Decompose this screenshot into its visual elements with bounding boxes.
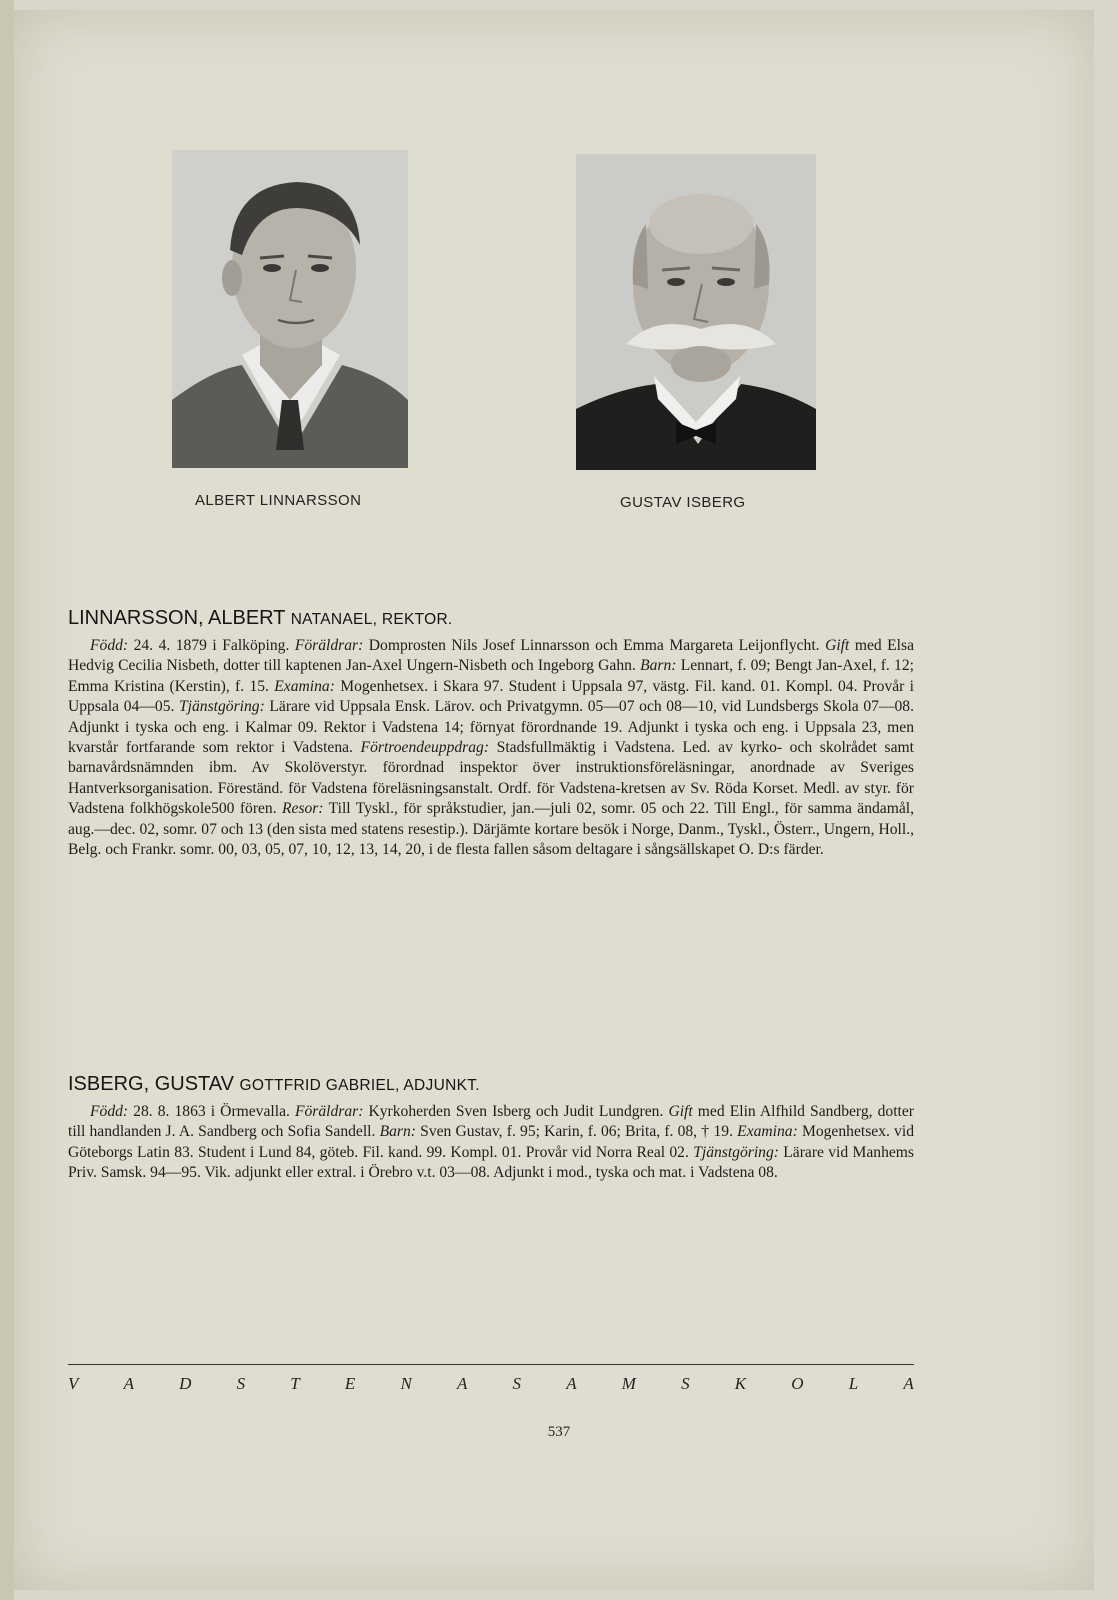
segment-label: Född: bbox=[90, 1103, 129, 1120]
segment-label: Resor: bbox=[282, 800, 324, 818]
footer-letter: S bbox=[512, 1374, 522, 1393]
portrait-gustav-isberg bbox=[576, 154, 816, 470]
segment-label: Examina: bbox=[274, 677, 335, 695]
segment-text: Lärare vid Uppsala Ensk. Lärov. och Privatgymn. 05—07 och 08—10, vid Lundsbergs Skola 07—08. Adjunkt i tyska och eng. i Kalmar 09. Rektor i Vadstena 14; förnyat förordnande 19. Adjunkt i tyska och eng. i Uppsala 23, men kvarstår fortfarande som rektor i Vadstena. bbox=[68, 698, 914, 757]
segment-text: Kyrkoherden Sven Isberg och Judit Lundgren. bbox=[363, 1103, 669, 1120]
footer-letter: K bbox=[734, 1374, 747, 1393]
segment-text: Sven Gustav, f. 95; Karin, f. 06; Brita, f. 08, † 19. bbox=[415, 1123, 738, 1141]
segment-label: Född: bbox=[90, 637, 129, 654]
segment-text: Till Tyskl., för språkstudier, jan.—juli 02, somr. 05 och 22. Till Engl., för samma ändamål, aug.—dec. 02, somr. 07 och 13 (den sista med statens resestip.). Därjämte kortare besök i Norge, Danm., Tyskl., Österr., Ungern, Holl., Belg. och Frankr. somr. 00, 03, 05, 07, 10, 12, 13, 14, 20, i de flesta fallen såsom deltagare i sångsällskapet O. D:s färder. bbox=[68, 800, 914, 859]
footer-title bbox=[68, 1374, 914, 1394]
segment-label: Gift bbox=[668, 1103, 693, 1120]
entry-name: ISBERG, GUSTAV bbox=[68, 1073, 234, 1095]
footer-letter: A bbox=[903, 1374, 914, 1393]
caption-right: GUSTAV ISBERG bbox=[620, 494, 746, 511]
segment-text: Domprosten Nils Josef Linnarsson och Emma Margareta Leijonflycht. bbox=[363, 637, 826, 654]
segment-text: med Elsa Hedvig Cecilia Nisbeth, dotter till kaptenen Jan-Axel Ungern-Nisbeth och Ingeborg Gahn. bbox=[68, 637, 915, 675]
footer-letter: T bbox=[290, 1374, 300, 1393]
footer-letter: A bbox=[456, 1374, 468, 1393]
segment-text: Stadsfullmäktig i Vadstena. Led. av kyrko- och skolrådet samt barnavårdsnämnden ibm. Av Skolöverstyr. förordnad inspektor över instruktionsföreläsningar, anordnade av Sveriges Hantverksorganisation. Föreständ. för Vadstena föreläsningsanstalt. Ordf. för Vadstena-kretsen av Sv. Röda Korset. Medl. av styr. för Vadstena folkhögskole500 fören. bbox=[68, 739, 914, 818]
footer-rule bbox=[68, 1364, 914, 1365]
segment-label: Föräldrar: bbox=[294, 637, 364, 654]
segment-text: Lärare vid Manhems Priv. Samsk. 94—95. Vik. adjunkt eller extral. i Örebro v.t. 03—08. Adjunkt i mod., tyska och mat. i Vadstena 08. bbox=[68, 1143, 915, 1182]
page-number: 537 bbox=[547, 1424, 571, 1440]
footer-letter: V bbox=[68, 1374, 79, 1393]
entry-heading-linnarsson bbox=[68, 607, 453, 630]
segment-label: Barn: bbox=[379, 1123, 416, 1141]
segment-label: Gift bbox=[825, 637, 850, 654]
footer-letter: S bbox=[236, 1374, 246, 1393]
segment-text: Mogenhetsex. vid Göteborgs Latin 83. Student i Lund 84, göteb. Fil. kand. 99. Kompl. 01. Provår vid Norra Real 02. bbox=[68, 1123, 914, 1161]
segment-text: Lennart, f. 09; Bengt Jan-Axel, f. 12; Emma Kristina (Kerstin), f. 15. bbox=[68, 657, 914, 695]
entry-body-linnarsson bbox=[68, 636, 914, 860]
caption-left: ALBERT LINNARSSON bbox=[195, 492, 362, 509]
footer-letter: S bbox=[681, 1374, 690, 1393]
segment-text: med Elin Alfhild Sandberg, dotter till handlanden J. A. Sandberg och Sofia Sandell. bbox=[68, 1103, 914, 1141]
footer-letter: D bbox=[179, 1374, 192, 1393]
segment-text: 24. 4. 1879 i Falköping. bbox=[128, 637, 295, 654]
segment-label: Tjänstgöring: bbox=[693, 1143, 779, 1161]
footer-letter: L bbox=[848, 1374, 859, 1393]
segment-label: Tjänstgöring: bbox=[179, 698, 265, 716]
segment-label: Föräldrar: bbox=[294, 1103, 364, 1120]
segment-label: Examina: bbox=[737, 1123, 798, 1141]
entry-name-rest: NATANAEL, REKTOR. bbox=[290, 611, 453, 628]
entry-name-rest: GOTTFRID GABRIEL, ADJUNKT. bbox=[239, 1077, 480, 1094]
segment-text: Mogenhetsex. i Skara 97. Student i Uppsala 97, västg. Fil. kand. 01. Kompl. 04. Provår i Uppsala 04—05. bbox=[68, 677, 914, 716]
footer-letter: A bbox=[123, 1374, 134, 1393]
entry-name: LINNARSSON, ALBERT bbox=[68, 607, 286, 629]
entry-body-isberg bbox=[68, 1102, 914, 1184]
segment-text: 28. 8. 1863 i Örmevalla. bbox=[128, 1103, 295, 1120]
segment-label: Barn: bbox=[640, 657, 677, 675]
portrait-albert-linnarsson bbox=[172, 150, 408, 468]
footer-letter: A bbox=[566, 1374, 577, 1393]
footer-letter: M bbox=[621, 1374, 636, 1393]
footer-letter: N bbox=[400, 1374, 412, 1393]
segment-label: Förtroendeuppdrag: bbox=[360, 739, 490, 757]
footer-letter: O bbox=[791, 1374, 804, 1393]
page-edge bbox=[0, 0, 14, 1600]
entry-heading-isberg bbox=[68, 1073, 480, 1096]
footer-letter: E bbox=[344, 1374, 356, 1393]
